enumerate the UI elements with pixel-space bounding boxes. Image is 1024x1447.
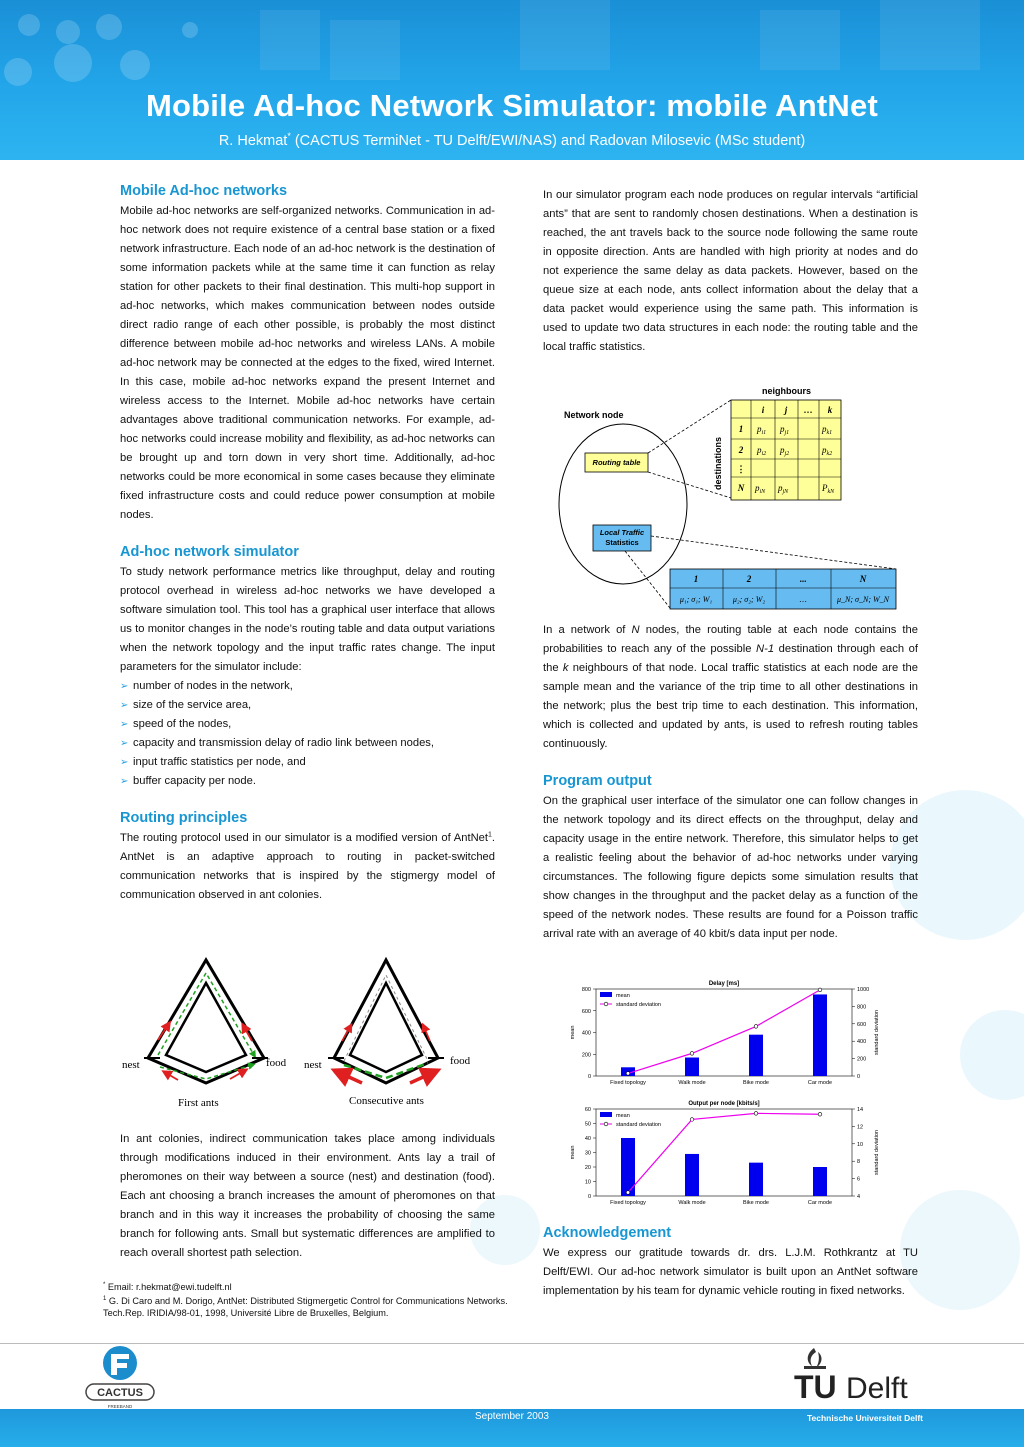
arrow-bullet-icon: ➢ xyxy=(120,719,129,730)
list-item: ➢ buffer capacity per node. xyxy=(120,772,495,791)
list-item: ➢ number of nodes in the network, xyxy=(120,677,495,696)
svg-text:pk2: $p_{k2}$ xyxy=(822,445,833,457)
svg-text:N: N xyxy=(737,483,745,493)
paragraph: We express our gratitude towards dr. drs. L.J.M. Rothkrantz at TU Delft/EWI. Our ad-hoc network simulator is built upon an AntNet software implementation by his team for dynamic vehicle routing in fixed networks. xyxy=(543,1247,918,1297)
svg-text:μ_N; σ_N; W_N: μ_N; σ_N; W_N xyxy=(837,595,889,604)
legend-marker-std xyxy=(604,1122,608,1126)
point-std-dev xyxy=(690,1118,694,1122)
x-tick-label: Walk mode xyxy=(678,1200,706,1206)
network-node-ellipse xyxy=(559,424,687,584)
x-tick-label: Fixed topology xyxy=(610,1200,646,1206)
cactus-logo xyxy=(82,1344,158,1410)
point-std-dev xyxy=(754,1112,758,1116)
y2-axis-label: standard deviation xyxy=(874,1130,880,1175)
legend-swatch-mean xyxy=(600,1112,612,1117)
x-tick-label: Walk mode xyxy=(678,1080,706,1086)
nest-label: nest xyxy=(122,1059,140,1071)
arrow-bullet-icon: ➢ xyxy=(120,681,129,692)
arrow-bullet-icon: ➢ xyxy=(120,776,129,787)
svg-text:j: j xyxy=(784,405,788,415)
cactus-text: CACTUS xyxy=(97,1387,143,1399)
y2-tick-label: 10 xyxy=(857,1141,864,1148)
paragraph: On the graphical user interface of the simulator one can follow changes in the network topology and its direct effects on the throughput, delay and capacity usage in the entire network. Therefore, this simulator helps to get a realistic feeling about the behavior of ad-hoc networks under varying circumstances. The following figure depicts some simulation results that show changes in the throughput and the packet delay as a function of the speed of the network nodes. These results are found for a Poisson traffic arrival rate with an average of 40 kbit/s data input per node. xyxy=(543,795,918,940)
section-heading-output: Program output xyxy=(543,773,652,789)
local-traffic-label: Local Traffic xyxy=(599,528,645,537)
bar-mean xyxy=(685,1154,699,1196)
svg-text:k: k xyxy=(827,405,833,415)
svg-text:1: 1 xyxy=(693,574,699,584)
svg-text:pi1: $p_{i1}$ xyxy=(757,424,767,436)
ant-colony-figure xyxy=(118,955,498,1115)
destinations-label: destinations xyxy=(713,436,723,490)
tudelft-logo xyxy=(790,1346,940,1404)
x-tick-label: Bike mode xyxy=(743,1080,769,1086)
svg-text:pjN: $p_{jN}$ xyxy=(778,483,789,495)
paragraph: In our simulator program each node produces on regular intervals “artificial ants” that are sent to randomly chosen destinations. When a destination is reached, the ant travels back to the source node following the same route in opposite direction. Ants are handled with high priority at nodes and do not experience the same delay as data packets. However, based on the queue size at each node, ants collect information about the delay that a data packet would experience using the same path. This information is used to update two data structures in each node: the routing table and the local traffic statistics. xyxy=(543,189,918,353)
y2-axis-label: standard deviation xyxy=(874,1010,880,1055)
left-column-lower xyxy=(120,1130,495,1263)
paragraph: The routing protocol used in our simulator is a modified version of AntNet$^1$. AntNet is an adaptive approach to routing in packet-switched communication networks that is inspired by the stigmergy model of communication observed in ant colonies. xyxy=(120,831,495,901)
first-ants-caption: First ants xyxy=(178,1097,219,1109)
tudelft-subtitle: Technische Universiteit Delft xyxy=(806,1413,924,1423)
paragraph: Mobile ad-hoc networks are self-organized networks. Communication in ad-hoc network does not require existence of a central base station or a fixed network infrastructure. Each node of an ad-hoc network is the destination of some information packets while at the same time it can function as relay station for other packets to their final destination. This multi-hop support in ad-hoc networks, which makes communication between nodes outside direct radio range of each other possible, is probably the most distinct difference between mobile ad-hoc networks and wireless LANs. A mobile ad-hoc network may be connected at the edges to the fixed, wired Internet. In this case, mobile ad-hoc networks expand the present Internet and wireless access to the Internet. Mobile ad-hoc networks have certain advantages above traditional communication networks. For example, ad-hoc networks could increase mobility and flexibility, as ad-hoc networks can be brought up and torn down in very short time. Additionally, ad-hoc networks could be more economical in some cases because they eliminate fixed infrastructure costs and could reduce power consumption at mobile nodes. xyxy=(120,205,495,521)
poster-title: Mobile Ad-hoc Network Simulator: mobile AntNet xyxy=(146,88,878,123)
network-node-label: Network node xyxy=(564,410,624,420)
bar-mean xyxy=(813,1167,827,1196)
y-tick-label: 50 xyxy=(584,1121,591,1128)
bar-mean xyxy=(749,1163,763,1196)
point-std-dev xyxy=(818,988,822,992)
svg-text:μ₂; σ₂; W₂: μ₂; σ₂; W₂ xyxy=(732,595,766,604)
x-tick-label: Car mode xyxy=(807,1200,833,1206)
statistics-matrix xyxy=(670,569,896,609)
bar-mean xyxy=(685,1058,699,1076)
point-std-dev xyxy=(626,1072,630,1076)
point-std-dev xyxy=(626,1191,630,1195)
paragraph: In a network of N nodes, the routing table at each node contains the probabilities to reach any of the possible N-1 destination through each of the k neighbours of that node. Local traffic statistics at each node are the sample mean and the variance of the trip time to all other destinations in the network; plus the best trip time to each destination. This information, which is collected and updated by ants, is used to refresh routing tables continuously. xyxy=(543,624,918,750)
list-item: ➢ speed of the nodes, xyxy=(120,715,495,734)
point-std-dev xyxy=(754,1025,758,1029)
chart-title: Delay [ms] xyxy=(708,981,740,987)
routing-matrix xyxy=(731,400,841,500)
x-tick-label: Fixed topology xyxy=(610,1080,646,1086)
neighbours-label: neighbours xyxy=(762,386,811,396)
consecutive-ants-caption: Consecutive ants xyxy=(349,1095,424,1107)
svg-text:pj1: $p_{j1}$ xyxy=(780,424,790,436)
chart-title: Output per node [kbits/s] xyxy=(688,1101,760,1107)
arrow-bullet-icon: ➢ xyxy=(120,757,129,768)
legend-label-mean: mean xyxy=(616,993,630,999)
y2-tick-label: 4 xyxy=(857,1194,861,1200)
y-axis-label: mean xyxy=(570,1145,576,1160)
svg-text:...: ... xyxy=(799,574,807,584)
nest-label: nest xyxy=(304,1059,322,1071)
statistics-label: Statistics xyxy=(605,538,639,547)
food-label: food xyxy=(266,1057,287,1069)
y2-tick-label: 400 xyxy=(857,1039,867,1046)
paragraph: In ant colonies, indirect communication takes place among individuals through modifications induced in their environment. Ants lay a trail of pheromones on their way between a source (nest) and destination (food). Each ant choosing a branch increases the amount of pheromones on that branch and in this way it increases the probability of choosing the same branch for following ants. Small but systematic differences are amplified to reach overall shortest path selection. xyxy=(120,1133,495,1259)
right-column-top xyxy=(543,186,918,357)
first-ants-diagram xyxy=(122,960,287,1109)
point-std-dev xyxy=(690,1052,694,1056)
parameter-list xyxy=(120,677,495,791)
y-tick-label: 0 xyxy=(587,1074,591,1080)
svg-text:i: i xyxy=(761,405,765,415)
legend-swatch-mean xyxy=(600,992,612,997)
header-banner xyxy=(0,0,1024,160)
consecutive-ants-diagram xyxy=(304,960,471,1107)
routing-table-label: Routing table xyxy=(592,458,641,467)
paragraph: To study network performance metrics like throughput, delay and routing protocol overhead in wireless ad-hoc networks we have developed a software simulation tool. This tool has a graphical user interface that allows us to monitor changes in the node’s routing table and data output variations when the network topology and the input traffic rates change. The input parameters for the simulator include: xyxy=(120,566,495,673)
tu-text: TU xyxy=(794,1369,837,1404)
svg-text:N: N xyxy=(859,574,867,584)
x-tick-label: Car mode xyxy=(807,1080,833,1086)
y2-tick-label: 6 xyxy=(857,1176,861,1183)
svg-text:⋮: ⋮ xyxy=(736,464,746,474)
y-tick-label: 0 xyxy=(587,1194,591,1200)
y-tick-label: 20 xyxy=(584,1165,591,1171)
legend-marker-std xyxy=(604,1002,608,1006)
y2-tick-label: 600 xyxy=(857,1021,867,1028)
footnotes xyxy=(103,1279,523,1319)
y2-tick-label: 12 xyxy=(857,1124,864,1131)
y2-tick-label: 1000 xyxy=(857,987,870,993)
routing-table-diagram xyxy=(555,380,905,616)
svg-text:…: … xyxy=(803,405,813,415)
food-label: food xyxy=(450,1055,471,1067)
y2-tick-label: 14 xyxy=(857,1107,864,1113)
svg-text:μ₁; σ₁; W₁: μ₁; σ₁; W₁ xyxy=(679,595,713,604)
y2-tick-label: 8 xyxy=(857,1159,861,1166)
list-item: ➢ size of the service area, xyxy=(120,696,495,715)
delay-chart xyxy=(560,975,900,1090)
arrow-bullet-icon: ➢ xyxy=(120,700,129,711)
svg-text:PkN: $P_{kN}$ xyxy=(822,483,835,495)
footnote-reference: $^1$ G. Di Caro and M. Dorigo, AntNet: Distributed Stigmergetic Control for Communications Networks. Tech.Rep. IRIDIA/98-01, 1998, Université Libre de Bruxelles, Belgium. xyxy=(103,1296,508,1319)
section-heading-simulator: Ad-hoc network simulator xyxy=(120,544,299,560)
right-column-bottom xyxy=(543,1224,918,1301)
legend-label-std: standard deviation xyxy=(616,1002,661,1008)
svg-text:…: … xyxy=(799,595,807,604)
y-tick-label: 600 xyxy=(581,1008,591,1015)
svg-text:2: 2 xyxy=(738,445,744,455)
delft-text: Delft xyxy=(846,1372,908,1404)
section-heading-mobile-adhoc: Mobile Ad-hoc networks xyxy=(120,183,288,199)
svg-text:2: 2 xyxy=(746,574,752,584)
y-axis-label: mean xyxy=(570,1025,576,1040)
y-tick-label: 60 xyxy=(584,1107,591,1113)
y-tick-label: 200 xyxy=(581,1052,591,1059)
decorative-dot xyxy=(960,1010,1024,1100)
svg-text:pi2: $p_{i2}$ xyxy=(757,445,767,457)
y-tick-label: 800 xyxy=(581,987,591,993)
freeband-text: FREEBAND xyxy=(107,1404,133,1409)
y-tick-label: 10 xyxy=(584,1179,591,1186)
footnote-email: * Email: r.hekmat@ewi.tudelft.nl xyxy=(103,1282,232,1293)
x-tick-label: Bike mode xyxy=(743,1200,769,1206)
section-heading-acknowledgement: Acknowledgement xyxy=(543,1225,672,1241)
svg-text:pj2: $p_{j2}$ xyxy=(780,445,790,457)
y2-tick-label: 0 xyxy=(857,1074,861,1080)
output-chart xyxy=(560,1095,900,1210)
svg-text:pk1: $p_{k1}$ xyxy=(822,424,833,436)
point-std-dev xyxy=(818,1112,822,1116)
y-tick-label: 30 xyxy=(584,1150,591,1157)
decorative-dot xyxy=(900,1190,1020,1310)
legend-label-std: standard deviation xyxy=(616,1122,661,1128)
y2-tick-label: 200 xyxy=(857,1056,867,1063)
legend-label-mean: mean xyxy=(616,1113,630,1119)
poster-subtitle: R. Hekmat* (CACTUS TermiNet - TU Delft/EWI/NAS) and Radovan Milosevic (MSc student) xyxy=(218,131,806,149)
list-item: ➢ input traffic statistics per node, and xyxy=(120,753,495,772)
arrow-bullet-icon: ➢ xyxy=(120,738,129,749)
right-column-middle xyxy=(543,621,918,944)
y-tick-label: 400 xyxy=(581,1030,591,1037)
bar-mean xyxy=(749,1035,763,1076)
y2-tick-label: 800 xyxy=(857,1004,867,1011)
date-label: September 2003 xyxy=(475,1411,549,1422)
list-item: ➢ capacity and transmission delay of radio link between nodes, xyxy=(120,734,495,753)
y-tick-label: 40 xyxy=(584,1136,591,1142)
svg-text:piN: $p_{iN}$ xyxy=(755,483,766,495)
bar-mean xyxy=(813,994,827,1076)
section-heading-routing: Routing principles xyxy=(120,810,248,826)
svg-text:1: 1 xyxy=(738,424,744,434)
left-column xyxy=(120,182,495,905)
